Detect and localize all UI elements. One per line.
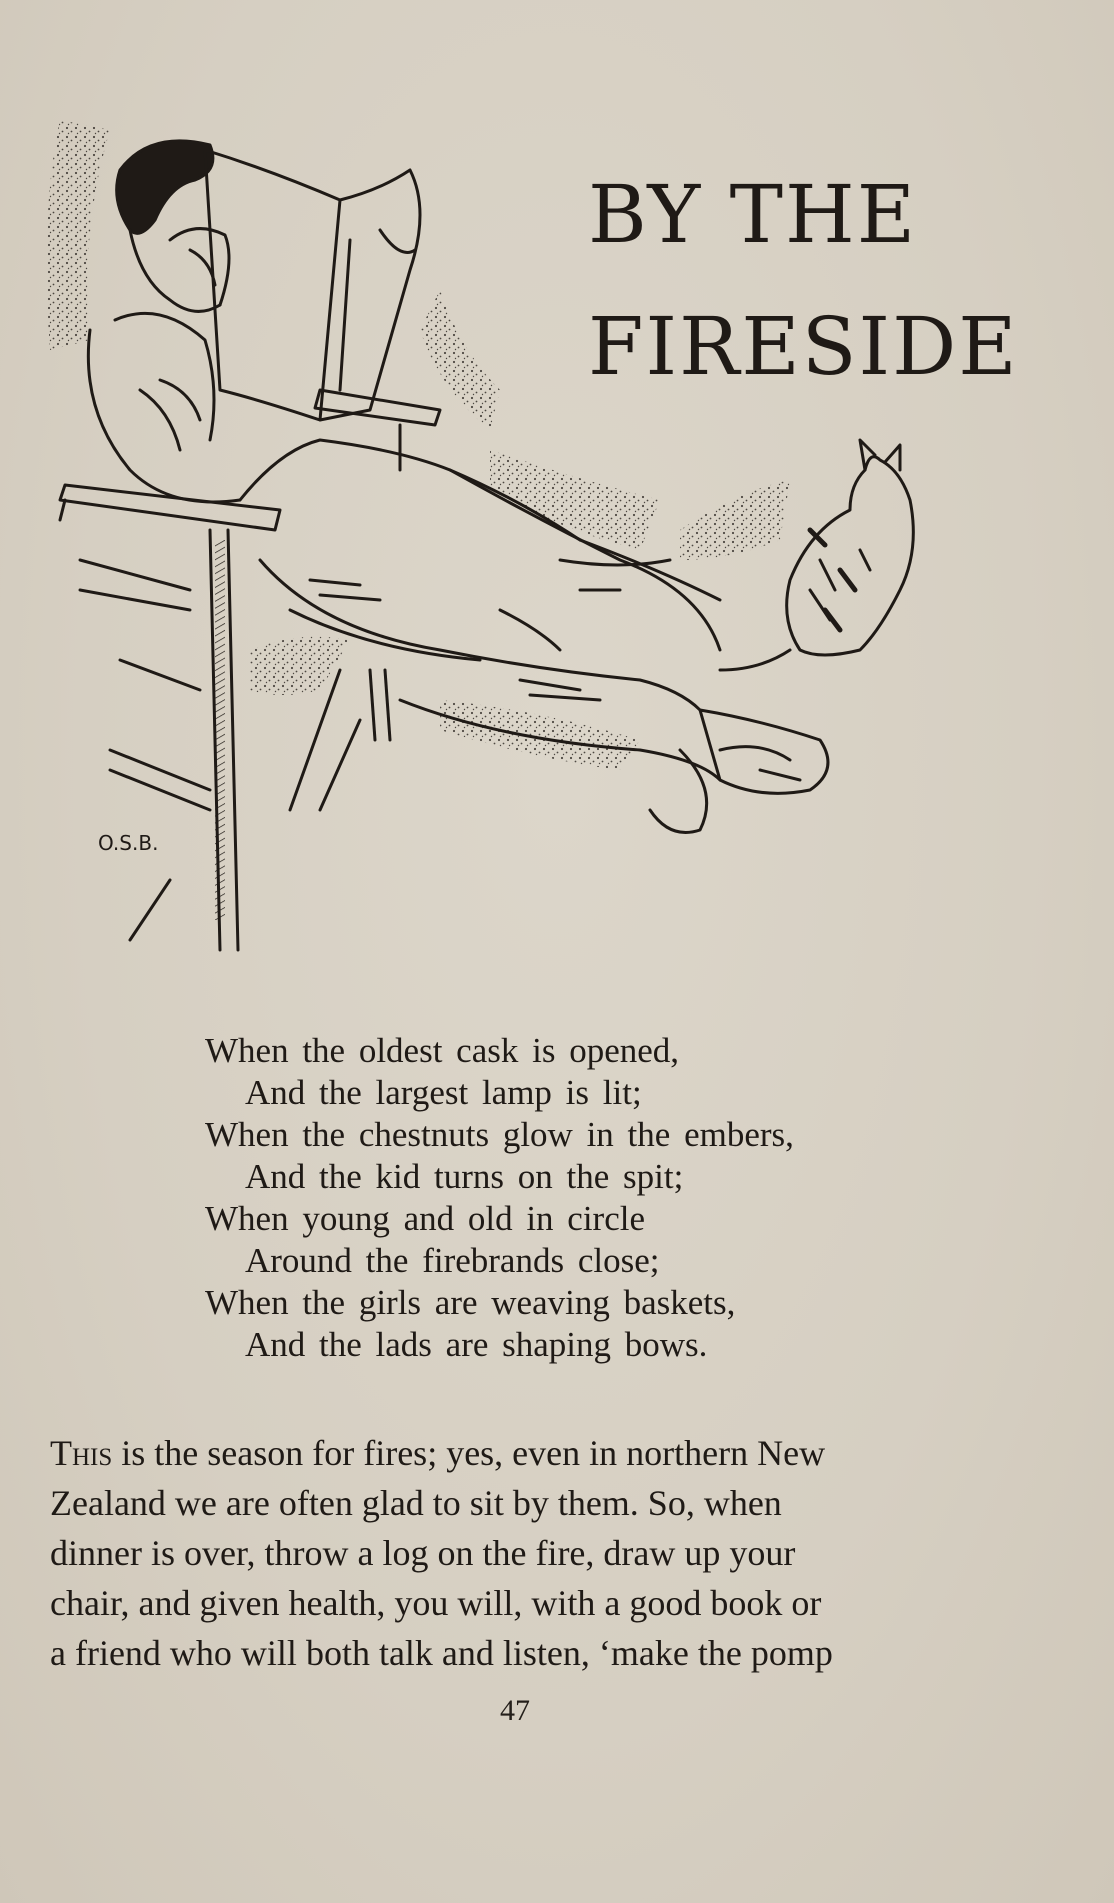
poem-line: And the largest lamp is lit; [245,1073,642,1112]
paragraph-line [50,1428,980,1478]
paragraph-lead-word: This [50,1433,113,1473]
paragraph-line: dinner is over, throw a log on the fire, draw up your [50,1533,796,1573]
chapter-title-line-1: BY THE [588,168,918,261]
poem-line: When young and old in circle [205,1199,646,1238]
poem-line: And the lads are shaping bows. [245,1325,708,1364]
poem-line: When the oldest cask is opened, [205,1031,680,1070]
cat [787,457,914,655]
paragraph-line: chair, and given health, you will, with a good book or [50,1583,822,1623]
paragraph-line: a friend who will both talk and listen, ‘make the pomp [50,1633,833,1673]
artist-signature: O.S.B. [98,831,159,855]
body-paragraph [50,1428,980,1678]
poem-line: When the girls are weaving baskets, [205,1283,736,1322]
hair [117,141,213,233]
epigraph-poem [205,1030,965,1366]
paragraph-line: Zealand we are often glad to sit by them. So, when [50,1483,782,1523]
poem-line: When the chestnuts glow in the embers, [205,1115,794,1154]
paragraph-line-text: is the season for fires; yes, even in northern New [112,1433,826,1473]
poem-line: And the kid turns on the spit; [245,1157,684,1196]
page-number: 47 [500,1694,530,1727]
slipper [700,710,828,793]
chapter-title-line-2: FIRESIDE [588,300,1019,393]
poem-line: Around the firebrands close; [245,1241,660,1280]
